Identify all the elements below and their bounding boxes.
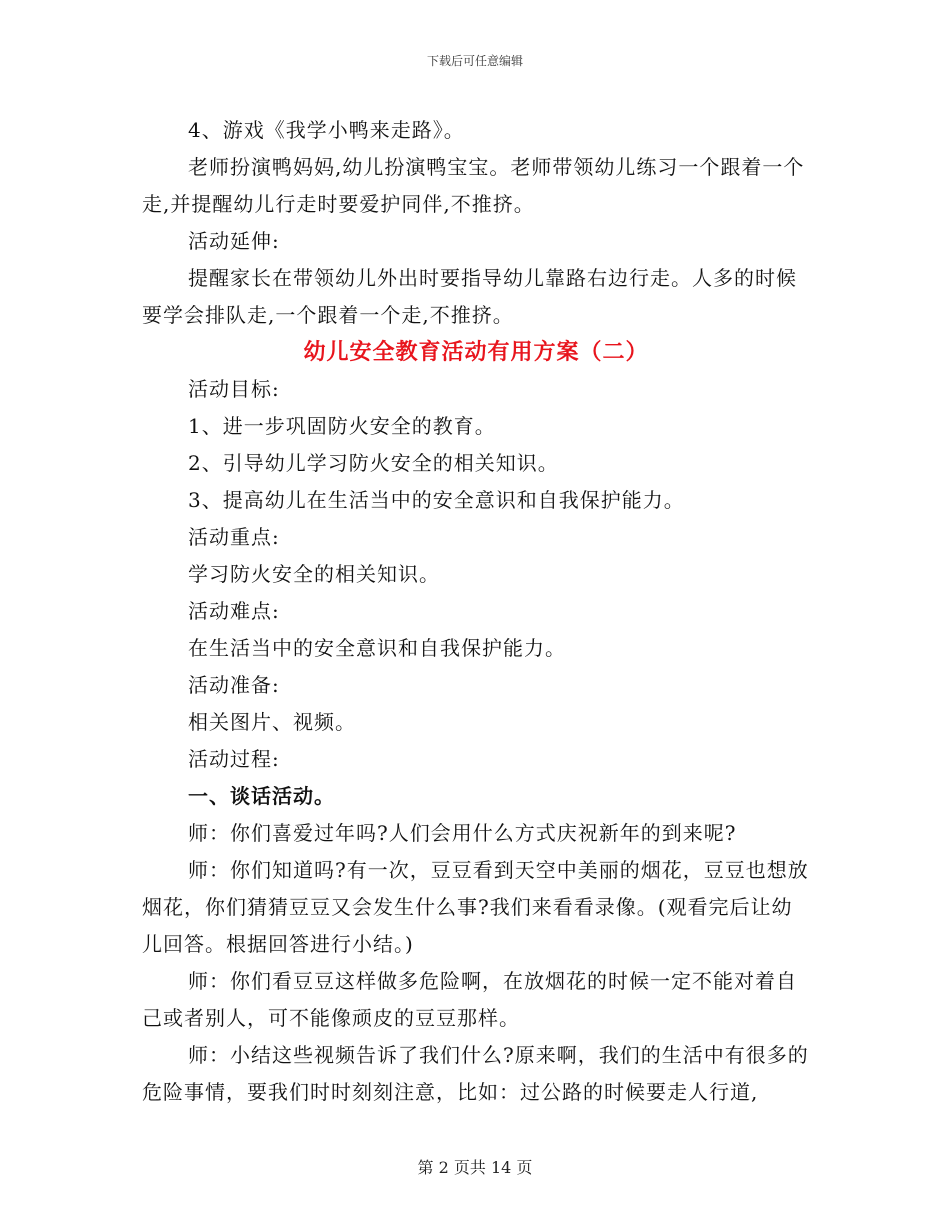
paragraph: 活动过程: <box>188 747 280 771</box>
paragraph: 在生活当中的安全意识和自我保护能力。 <box>188 636 566 660</box>
paragraph: 活动目标: <box>188 377 280 401</box>
paragraph: 提醒家长在带领幼儿外出时要指导幼儿靠路右边行走。人多的时候要学会排队走,一个跟着一个走,不推挤。 <box>142 266 797 327</box>
section-title: 幼儿安全教育活动有用方案（二） <box>303 339 649 365</box>
paragraph: 学习防火安全的相关知识。 <box>188 562 440 586</box>
paragraph: 活动延伸: <box>188 229 280 253</box>
paragraph: 活动难点: <box>188 599 280 623</box>
paragraph: 1、进一步巩固防火安全的教育。 <box>188 414 496 438</box>
paragraph: 师：你们知道吗?有一次，豆豆看到天空中美丽的烟花，豆豆也想放烟花，你们猜猜豆豆又会发生什么事?我们来看看录像。(观看完后让幼儿回答。根据回答进行小结。) <box>142 858 809 956</box>
paragraph: 活动准备: <box>188 673 280 697</box>
paragraph: 3、提高幼儿在生活当中的安全意识和自我保护能力。 <box>188 488 685 512</box>
subheading: 一、谈话活动。 <box>188 784 335 808</box>
paragraph: 师：你们喜爱过年吗?人们会用什么方式庆祝新年的到来呢? <box>188 821 737 845</box>
paragraph: 老师扮演鸭妈妈,幼儿扮演鸭宝宝。老师带领幼儿练习一个跟着一个走,并提醒幼儿行走时要爱护同伴,不推挤。 <box>142 155 805 216</box>
paragraph: 2、引导幼儿学习防火安全的相关知识。 <box>188 451 559 475</box>
paragraph: 师：你们看豆豆这样做多危险啊，在放烟花的时候一定不能对着自己或者别人，可不能像顽皮的豆豆那样。 <box>142 969 797 1030</box>
paragraph: 师：小结这些视频告诉了我们什么?原来啊，我们的生活中有很多的危险事情，要我们时时刻刻注意，比如：过公路的时候要走人行道, <box>142 1043 809 1104</box>
page-header: 下载后可任意编辑 <box>426 54 523 68</box>
paragraph: 活动重点: <box>188 525 280 549</box>
document-body <box>142 112 810 1111</box>
paragraph: 相关图片、视频。 <box>188 710 356 734</box>
page-footer: 第 2 页共 14 页 <box>417 1158 533 1177</box>
paragraph: 4、游戏《我学小鸭来走路》。 <box>188 118 465 142</box>
